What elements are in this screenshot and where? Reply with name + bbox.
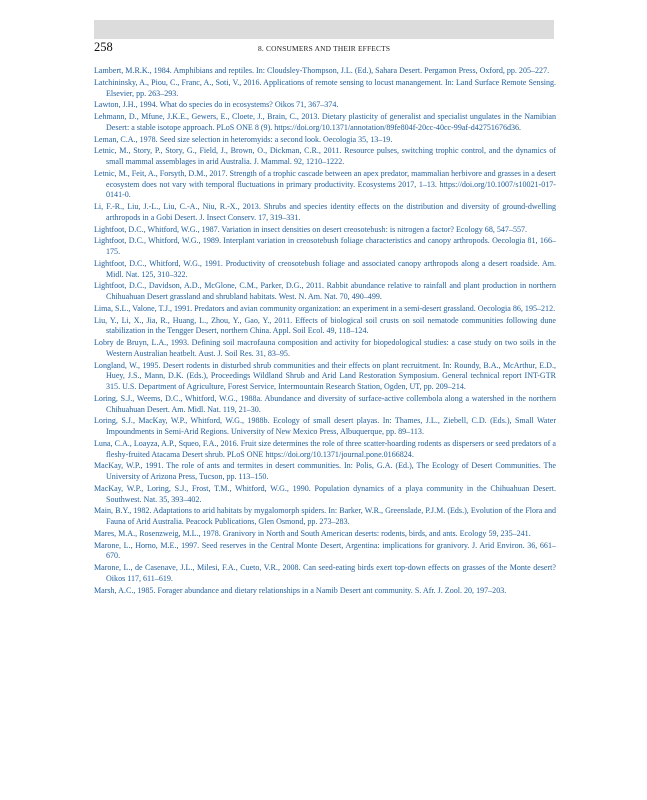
reference-entry: Latchininsky, A., Piou, C., Franc, A., Soti, V., 2016. Applications of remote sensing to locust manangement. In: Land Surface Remote Sensing. Elsevier, pp. 263–293. bbox=[94, 77, 556, 98]
reference-entry: Lobry de Bruyn, L.A., 1993. Defining soil macrofauna composition and activity for biopedological studies: a case study on two soils in the Western Australian heatbelt. Aust. J. Soil Res. 31, 83–95. bbox=[94, 338, 556, 358]
reference-entry: Lightfoot, D.C., Whitford, W.G., 1987. Variation in insect densities on desert creosotebush: is nitrogen a factor? Ecology 68, 547–557. bbox=[94, 224, 528, 234]
reference-entry: Marone, L., de Casenave, J.L., Milesi, F.A., Cueto, V.R., 2008. Can seed-eating birds exert top-down effects on grasses of the Monte desert? Oikos 117, 611–619. bbox=[94, 563, 556, 583]
reference-entry: Letnic, M., Story, P., Story, G., Field, J., Brown, O., Dickman, C.R., 2011. Resource pulses, switching trophic control, and the dynamics of small mammal assemblages in arid Australia. J. Mammal. 92, 1210–1222. bbox=[94, 146, 556, 167]
reference-entry: Marone, L., Horno, M.E., 1997. Seed reserves in the Central Monte Desert, Argentina: implications for granivory. J. Arid Environ. 36, 661–670. bbox=[94, 540, 556, 561]
reference-entry: Luna, C.A., Loayza, A.P., Squeo, F.A., 2016. Fruit size determines the role of three scatter-hoarding rodents as dispersers or seed predators of a fleshy-fruited Atacama Desert shrub. PLoS ONE https://doi.org/10.1371/journal.pone.0166824. bbox=[94, 438, 556, 459]
reference-entry: Leman, C.A., 1978. Seed size selection in heteromyids: a second look. Oecologia 35, 13–19. bbox=[94, 134, 393, 144]
reference-entry: MacKay, W.P., 1991. The role of ants and termites in desert communities. In: Polis, G.A. (Ed.), The Ecology of Desert Communities. The University of Arizona Press, Tucson, pp. 113–150. bbox=[94, 461, 556, 482]
reference-entry: MacKay, W.P., Loring, S.J., Frost, T.M., Whitford, W.G., 1990. Population dynamics of a playa community in the Chihuahuan Desert. Southwest. Nat. 35, 393–402. bbox=[94, 483, 556, 504]
reference-entry: Loring, S.J., MacKay, W.P., Whitford, W.G., 1988b. Ecology of small desert playas. In: Thames, J.L., Ziebell, C.D. (Eds.), Small Water Impoundments in Semi-Arid Regions. University of New Mexico Press, Albuquerque, pp. 89–113. bbox=[94, 416, 556, 437]
header-band bbox=[94, 20, 554, 39]
reference-entry: Lawton, J.H., 1994. What do species do in ecosystems? Oikos 71, 367–374. bbox=[94, 100, 339, 110]
reference-list bbox=[94, 66, 556, 597]
reference-entry: Lightfoot, D.C., Davidson, A.D., McGlone, C.M., Parker, D.G., 2011. Rabbit abundance relative to rainfall and plant production in northern Chihuahuan Desert grassland and shrubland habitats. West. N. Am. Nat. 70, 490–499. bbox=[94, 281, 556, 302]
reference-entry: Lima, S.L., Valone, T.J., 1991. Predators and avian community organization: an experiment in a semi-desert grassland. Oecologia 86, 195–212. bbox=[94, 303, 556, 313]
reference-entry: Lightfoot, D.C., Whitford, W.G., 1989. Interplant variation in creosotebush foliage characteristics and canopy arthropods. Oecologia 81, 166–175. bbox=[94, 236, 556, 257]
reference-entry: Main, B.Y., 1982. Adaptations to arid habitats by mygalomorph spiders. In: Barker, W.R., Greenslade, P.J.M. (Eds.), Evolution of the Flora and Fauna of Arid Australia. Peacock Publications, Glen Osmond, pp. 273–283. bbox=[94, 506, 556, 527]
reference-entry: Marsh, A.C., 1985. Forager abundance and dietary relationships in a Namib Desert ant community. S. Afr. J. Zool. 20, 197–203. bbox=[94, 585, 507, 595]
reference-entry: Lightfoot, D.C., Whitford, W.G., 1991. Productivity of creosotebush foliage and associated canopy arthropods along a desert roadside. Am. Midl. Nat. 125, 310–322. bbox=[94, 258, 556, 279]
reference-entry: Li, F.-R., Liu, J.-L., Liu, C.-A., Niu, R.-X., 2013. Shrubs and species identity effects on the distribution and diversity of ground-dwelling arthropods in a Gobi Desert. J. Insect Conserv. 17, 319–331. bbox=[94, 202, 556, 222]
running-head: 8. CONSUMERS AND THEIR EFFECTS bbox=[258, 44, 391, 53]
reference-entry: Mares, M.A., Rosenzweig, M.L., 1978. Granivory in North and South American deserts: rodents, birds, and ants. Ecology 59, 235–241. bbox=[94, 528, 531, 538]
reference-entry: Liu, Y., Li, X., Jia, R., Huang, L., Zhou, Y., Gao, Y., 2011. Effects of biological soil crusts on soil nematode communities following dune stabilization in the Tengger Desert, northern China. Appl. Soil Ecol. 49, 118–124. bbox=[94, 315, 556, 336]
reference-entry: Lehmann, D., Mfune, J.K.E., Gewers, E., Cloete, J., Brain, C., 2013. Dietary plasticity of generalist and specialist ungulates in the Namibian Desert: a stable isotope approach. PLoS ONE 8 (9). https://doi.org/10.1371/annotation/89fe804f-20cc-40cc-99af-d42751676d36. bbox=[94, 112, 556, 132]
reference-entry: Longland, W., 1995. Desert rodents in disturbed shrub communities and their effects on plant recruitment. In: Roundy, B.A., McArthur, E.D., Huey, J.S., Mann, D.K. (Eds.), Proceedings Wildland Shrub and Arid Land Restoration Symposium. General technical report INT-GTR 315. U.S. Department of Agriculture, Forest Service, Intermountain Research Station, Ogden, UT, pp. 209–214. bbox=[94, 360, 556, 392]
reference-entry: Loring, S.J., Weems, D.C., Whitford, W.G., 1988a. Abundance and diversity of surface-active collembola along a watershed in the northern Chihuahuan Desert. Am. Midl. Nat. 119, 21–30. bbox=[94, 393, 556, 414]
reference-entry: Letnic, M., Feit, A., Forsyth, D.M., 2017. Strength of a trophic cascade between an apex predator, mammalian herbivore and grasses in a desert ecosystem does not vary with temporal fluctuations in primary productivity. Ecosystems 2017, 1–13. https://doi.org/10.1007/s10021-017-0141-0. bbox=[94, 168, 556, 200]
reference-entry: Lambert, M.R.K., 1984. Amphibians and reptiles. In: Cloudsley-Thompson, J.L. (Ed.), Sahara Desert. Pergamon Press, Oxford, pp. 205–227. bbox=[94, 66, 550, 75]
page-number: 258 bbox=[94, 40, 113, 54]
